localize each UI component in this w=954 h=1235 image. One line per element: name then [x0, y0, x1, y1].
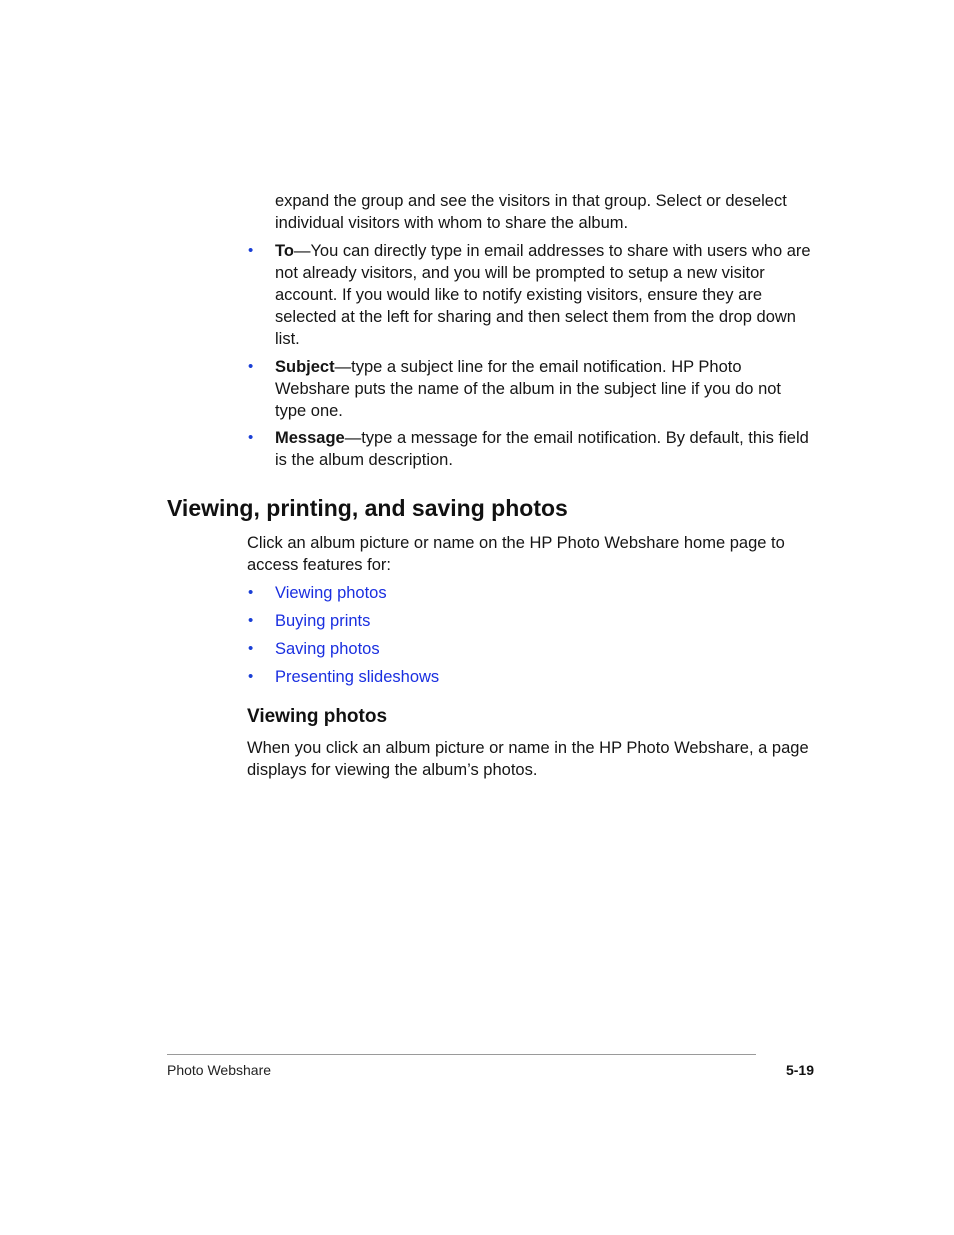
- subsection-heading: Viewing photos: [247, 706, 388, 727]
- page-number: 5-19: [785, 1062, 814, 1078]
- section-intro: Click an album picture or name on the HP Photo Webshare home page to access features for:: [247, 534, 785, 574]
- bullet-item-text: [275, 356, 815, 422]
- term-description: —type a message for the email notification. By default, this field is the album description.: [275, 429, 809, 469]
- continuation-paragraph: expand the group and see the visitors in that group. Select or deselect individual visitors with whom to share the album.: [275, 192, 787, 232]
- term-description: —You can directly type in email addresses to share with users who are not already visitors, and you will be prompted to setup a new visitor account. If you would like to notify existing visitors, ensure they are selected at the left for sharing and then select them from the drop down list.: [275, 242, 811, 348]
- bullet-dot-icon: •: [248, 584, 254, 601]
- bullet-item-text: [275, 427, 815, 471]
- bullet-dot-icon: •: [248, 358, 254, 375]
- term-description: —type a subject line for the email notification. HP Photo Webshare puts the name of the album in the subject line if you do not type one.: [275, 358, 782, 420]
- bullet-dot-icon: •: [248, 429, 254, 446]
- bullet-item-text: [275, 240, 815, 350]
- bullet-dot-icon: •: [248, 668, 254, 685]
- bullet-dot-icon: •: [248, 640, 254, 657]
- term-message: Message: [275, 429, 345, 447]
- footer-title: Photo Webshare: [167, 1062, 272, 1078]
- term-subject: Subject: [275, 358, 335, 376]
- term-to: To: [275, 242, 294, 260]
- link-buying-prints[interactable]: Buying prints: [275, 612, 371, 630]
- link-viewing-photos[interactable]: Viewing photos: [275, 584, 387, 602]
- subsection-paragraph: When you click an album picture or name in the HP Photo Webshare, a page displays for viewing the album’s photos.: [247, 739, 809, 779]
- link-presenting-slideshows[interactable]: Presenting slideshows: [275, 668, 440, 686]
- link-saving-photos[interactable]: Saving photos: [275, 640, 380, 658]
- section-heading: Viewing, printing, and saving photos: [167, 495, 568, 521]
- footer-rule: [167, 1054, 756, 1055]
- bullet-dot-icon: •: [248, 242, 254, 259]
- bullet-dot-icon: •: [248, 612, 254, 629]
